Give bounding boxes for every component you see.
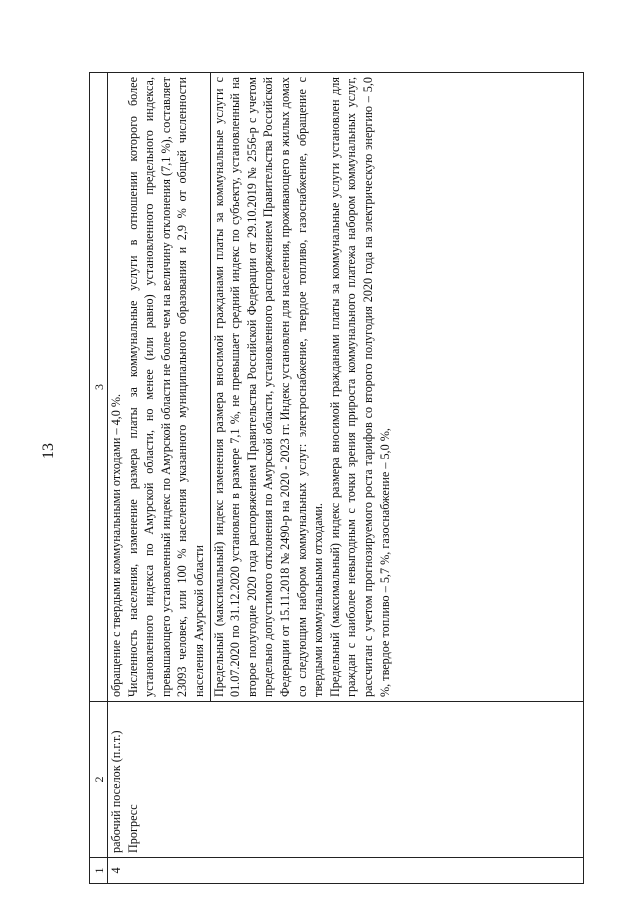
description-cell	[107, 72, 583, 701]
data-table	[89, 72, 584, 884]
row-number: 4	[107, 857, 583, 883]
header-cell-2: 2	[89, 701, 107, 857]
header-cell-1: 1	[89, 857, 107, 883]
text-block-3: Предельный (максимальный) индекс изменения размера вносимой гражданами платы за коммунальные услуги с 01.07.2020 по 31.12.2020 установлен в размере 7,1 %, не превышает средний индекс по субъекту, установленный на второе полугодие 2020 года распоряжением Правительства Российской Федерации от 29.10.2019 № 2556-р с учетом предельно допустимого отклонения по Амурской области, установленного распоряжением Правительства Российской Федерации от 15.11.2018 № 2490-р на 2020 - 2023 гг. Индекс установлен для населения, проживающего в жилых домах со следующим набором коммунальных услуг: электроснабжение, твердое топливо, газоснабжение, обращение с твердыми коммунальными отходами.	[211, 76, 325, 697]
text-block-1: обращение с твердыми коммунальными отходами – 4,0 %.	[108, 393, 123, 697]
text-block-4: Предельный (максимальный) индекс размера вносимой гражданами платы за коммунальные услуги установлен для граждан с наиболее невыгодным с точки зрения прироста коммунального платежа набором коммунальных услуг, рассчитан с учетом прогнозируемого роста тарифов со второго полугодия 2020 года на электрическую энергию – 5,0 %, твердое топливо – 5,7 %, газоснабжение – 5,0 %,	[327, 76, 391, 697]
text-block-2: Численность населения, изменение размера платы за коммунальные услуги в отношении которого более установленного индекса по Амурской области, но менее (или равно) установленного предельного индекса, превышающего установленный индекс по Амурской области не более чем на величину отклонения (7,1 %), составляет 23093 человек, или 100 % населения указанного муниципального образования и 2,9 % от общей численности населения Амурской области	[125, 76, 206, 697]
header-cell-3: 3	[89, 72, 107, 701]
page-number: 13	[40, 443, 57, 459]
settlement-name: рабочий поселок (п.г.т.) Прогресс	[107, 701, 583, 857]
table-row	[107, 72, 583, 883]
rotated-table-sheet	[89, 73, 584, 884]
table-header-row	[89, 72, 107, 883]
